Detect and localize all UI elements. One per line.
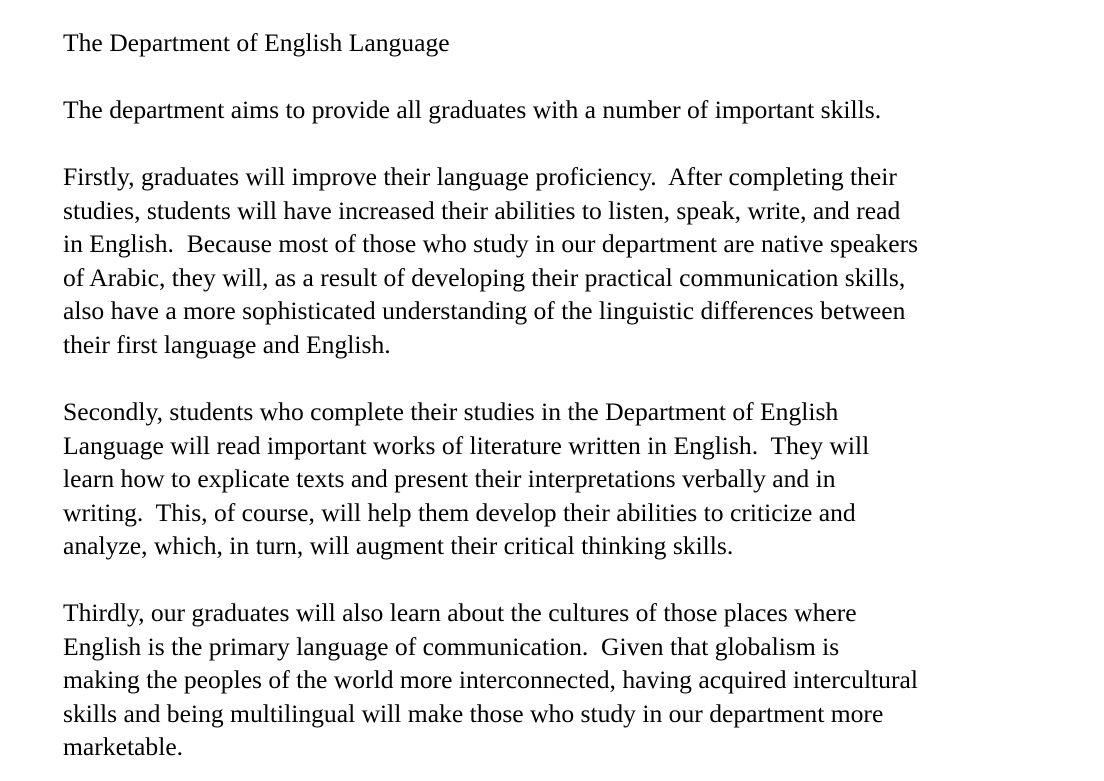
text-line: studies, students will have increased their abilities to listen, speak, write, and read bbox=[63, 195, 901, 225]
text-line: Secondly, students who complete their studies in the Department of English bbox=[63, 397, 839, 426]
text-line: Language will read important works of literature written in English. They will bbox=[63, 430, 870, 460]
intro-sentence: The department aims to provide all graduates with a number of important skills. bbox=[63, 95, 882, 124]
text-line: in English. Because most of those who study in our department are native speakers bbox=[63, 229, 919, 258]
text-line: of Arabic, they will, as a result of developing their practical communication skills, bbox=[63, 262, 906, 292]
text-line: their first language and English. bbox=[63, 329, 391, 359]
text-line: analyze, which, in turn, will augment their critical thinking skills. bbox=[63, 531, 734, 560]
text-line: marketable. bbox=[63, 732, 184, 761]
document-title: The Department of English Language bbox=[63, 28, 450, 57]
text-line: also have a more sophisticated understanding of the linguistic differences between bbox=[63, 296, 906, 325]
text-line: learn how to explicate texts and present their interpretations verbally and in bbox=[63, 464, 836, 493]
text-line: English is the primary language of communication. Given that globalism is bbox=[63, 631, 840, 661]
text-line: making the peoples of the world more interconnected, having acquired intercultural bbox=[63, 665, 918, 694]
text-line: Thirdly, our graduates will also learn about the cultures of those places where bbox=[63, 598, 857, 627]
text-line: writing. This, of course, will help them develop their abilities to criticize and bbox=[63, 497, 856, 527]
text-line: Firstly, graduates will improve their language proficiency. After completing their bbox=[63, 162, 897, 191]
text-line: skills and being multilingual will make those who study in our department more bbox=[63, 698, 884, 728]
